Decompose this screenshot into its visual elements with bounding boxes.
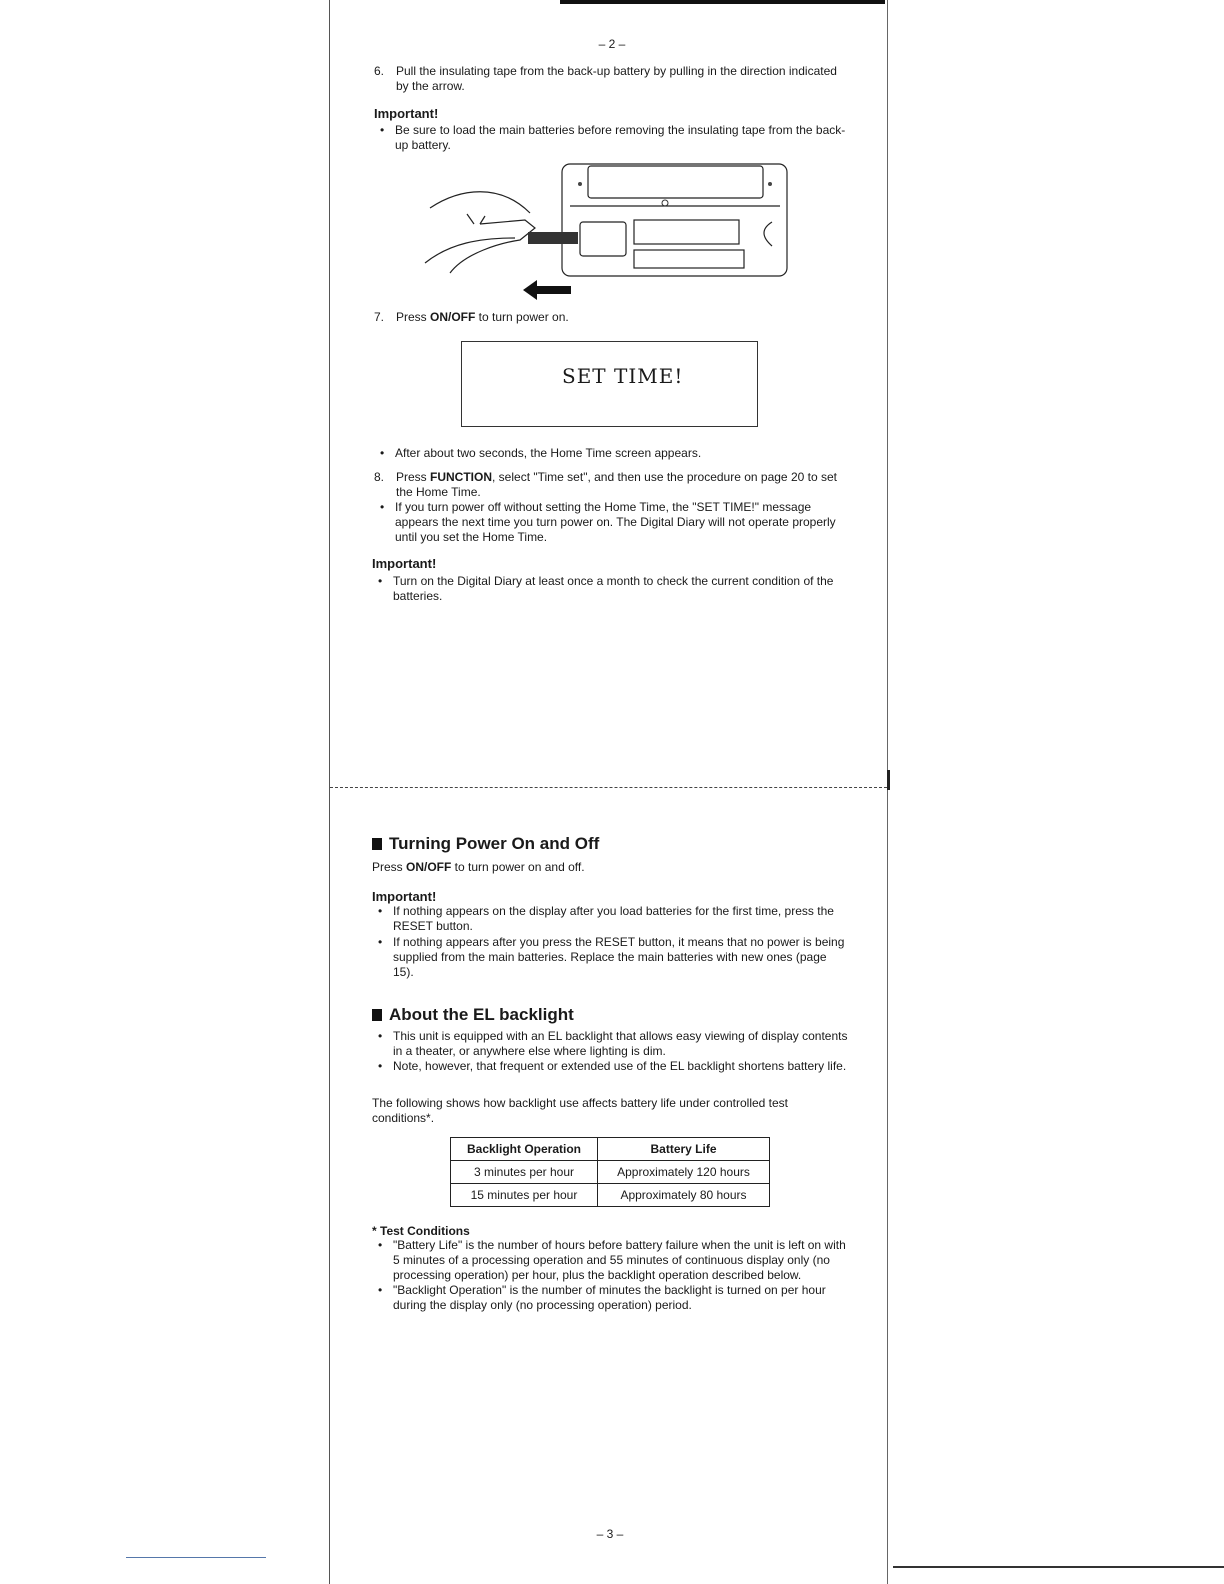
bullet-icon: • [378,904,383,918]
important-heading: Important! [372,889,437,904]
list-item: • Turn on the Digital Diary at least once a month to check the current condition of the batteries. [378,574,834,603]
left-margin-line [329,0,330,1584]
right-edge-mark [887,770,890,790]
bullet-icon: • [380,500,385,514]
list-item: • If you turn power off without setting the Home Time, the "SET TIME!" message appears the next time you turn power on. The Digital Diary will not operate properly until you set the Home Time. [380,500,836,544]
list-item: • This unit is equipped with an EL backlight that allows easy viewing of display contents in a theater, or anywhere else where lighting is dim. [378,1029,848,1058]
page-number-top: – 2 – [598,37,626,51]
step-text: Press FUNCTION, select "Time set", and then use the procedure on page 20 to set the Home Time. [396,470,837,499]
table-cell: 3 minutes per hour [451,1161,598,1184]
battery-life-table [450,1137,770,1207]
table-header-row [451,1138,770,1161]
section-paragraph: Press ON/OFF to turn power on and off. [372,860,585,874]
list-item: • Be sure to load the main batteries before removing the insulating tape from the back-up battery. [380,123,846,152]
bullet-icon: • [380,123,385,137]
top-edge-bar [560,0,885,4]
step-text: Press ON/OFF to turn power on. [396,310,569,324]
table-cell: Approximately 120 hours [598,1161,770,1184]
table-header: Battery Life [598,1138,770,1161]
list-item: • If nothing appears on the display after you load batteries for the first time, press the RESET button. [378,904,834,933]
right-margin-line [887,0,888,1584]
bullet-icon: • [378,1029,383,1043]
bullet-icon: • [378,574,383,588]
test-conditions-heading: * Test Conditions [372,1224,470,1238]
table-row [451,1184,770,1207]
page-number-bottom: – 3 – [596,1527,624,1541]
list-item: • Note, however, that frequent or extended use of the EL backlight shortens battery life. [378,1059,847,1073]
bullet-icon: • [378,1059,383,1073]
important-heading: Important! [374,106,439,121]
bullet-icon: • [378,1238,383,1252]
table-header: Backlight Operation [451,1138,598,1161]
lcd-message: SET TIME! [562,364,684,388]
insulating-tape [528,232,578,244]
section-paragraph: The following shows how backlight use affects battery life under controlled test conditions*. [372,1096,789,1125]
table-cell: 15 minutes per hour [451,1184,598,1207]
left-arrow-icon [523,280,573,300]
important-heading: Important! [372,556,437,571]
section-heading: Turning Power On and Off [372,834,599,854]
bullet-icon: • [378,935,383,949]
bullet-icon: • [378,1283,383,1297]
backlight-list [372,1029,848,1074]
bottom-left-line [126,1557,266,1558]
list-item: • "Battery Life" is the number of hours before battery failure when the unit is left on with 5 minutes of a processing operation and 55 minutes of continuous display only (no processing operation) per hour, plus the backlight operation described below. [378,1238,846,1282]
bottom-right-bar [893,1566,1224,1568]
black-square-icon [372,838,382,850]
lcd-display [461,341,758,427]
battery-illustration [420,158,800,303]
step-text: Pull the insulating tape from the back-up battery by pulling in the direction indicated by the arrow. [396,64,837,93]
step-number: 7. [374,310,385,324]
section-heading: About the EL backlight [372,1005,574,1025]
step-number: 8. [374,470,385,484]
step8-list [374,500,848,545]
bullet-icon: • [380,446,385,460]
step-number: 6. [374,64,385,78]
page-divider [330,787,887,789]
important-list [374,123,850,153]
list-item: • After about two seconds, the Home Time screen appears. [380,446,702,460]
important-list [372,904,848,980]
table-cell: Approximately 80 hours [598,1184,770,1207]
after-list [374,446,850,461]
important-list [372,574,848,604]
test-conditions-list [372,1238,850,1313]
table-row [451,1161,770,1184]
list-item: • If nothing appears after you press the RESET button, it means that no power is being supplied from the main batteries. Replace the main batteries with new ones (page 15). [378,935,845,979]
list-item: • "Backlight Operation" is the number of minutes the backlight is turned on per hour during the display only (no processing operation) period. [378,1283,826,1312]
black-square-icon [372,1009,382,1021]
